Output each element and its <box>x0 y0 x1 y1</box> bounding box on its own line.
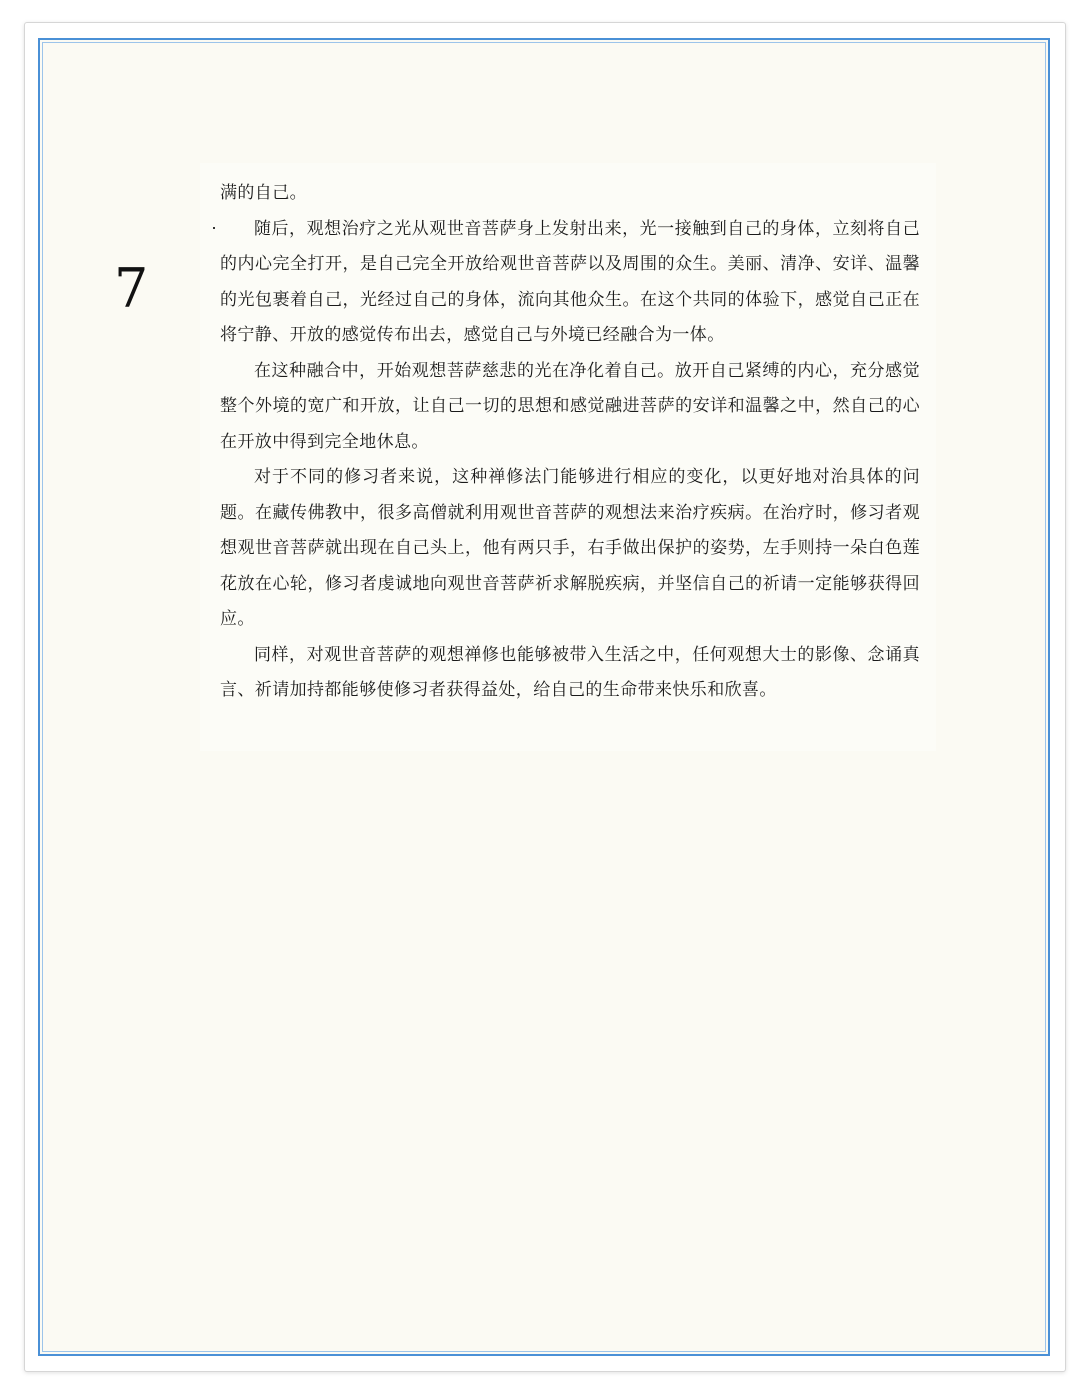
paragraph-continuation: 满的自己。 <box>220 183 307 203</box>
paragraph: 同样，对观世音菩萨的观想禅修也能够被带入生活之中，任何观想大士的影像、念诵真言、祈请加持都能够使修习者获得益处，给自己的生命带来快乐和欣喜。 <box>220 644 920 700</box>
body-text <box>220 176 920 709</box>
paragraph: 在这种融合中，开始观想菩萨慈悲的光在净化着自己。放开自己紧缚的内心，充分感觉整个外境的宽广和开放，让自己一切的思想和感觉融进菩萨的安详和温馨之中，然自己的心在开放中得到完全地休息。 <box>220 360 920 452</box>
scan-speck <box>213 227 215 229</box>
paragraph: 随后，观想治疗之光从观世音菩萨身上发射出来，光一接触到自己的身体，立刻将自己的内心完全打开，是自己完全开放给观世音菩萨以及周围的众生。美丽、清净、安详、温馨的光包裹着自己，光经过自己的身体，流向其他众生。在这个共同的体验下，感觉自己正在将宁静、开放的感觉传布出去，感觉自己与外境已经融合为一体。 <box>220 218 920 345</box>
paragraph: 对于不同的修习者来说，这种禅修法门能够进行相应的变化，以更好地对治具体的问题。在藏传佛教中，很多高僧就利用观世音菩萨的观想法来治疗疾病。在治疗时，修习者观想观世音菩萨就出现在自己头上，他有两只手，右手做出保护的姿势，左手则持一朵白色莲花放在心轮，修习者虔诚地向观世音菩萨祈求解脱疾病，并坚信自己的祈请一定能够获得回应。 <box>220 467 920 629</box>
page-number: 7 <box>114 257 149 320</box>
